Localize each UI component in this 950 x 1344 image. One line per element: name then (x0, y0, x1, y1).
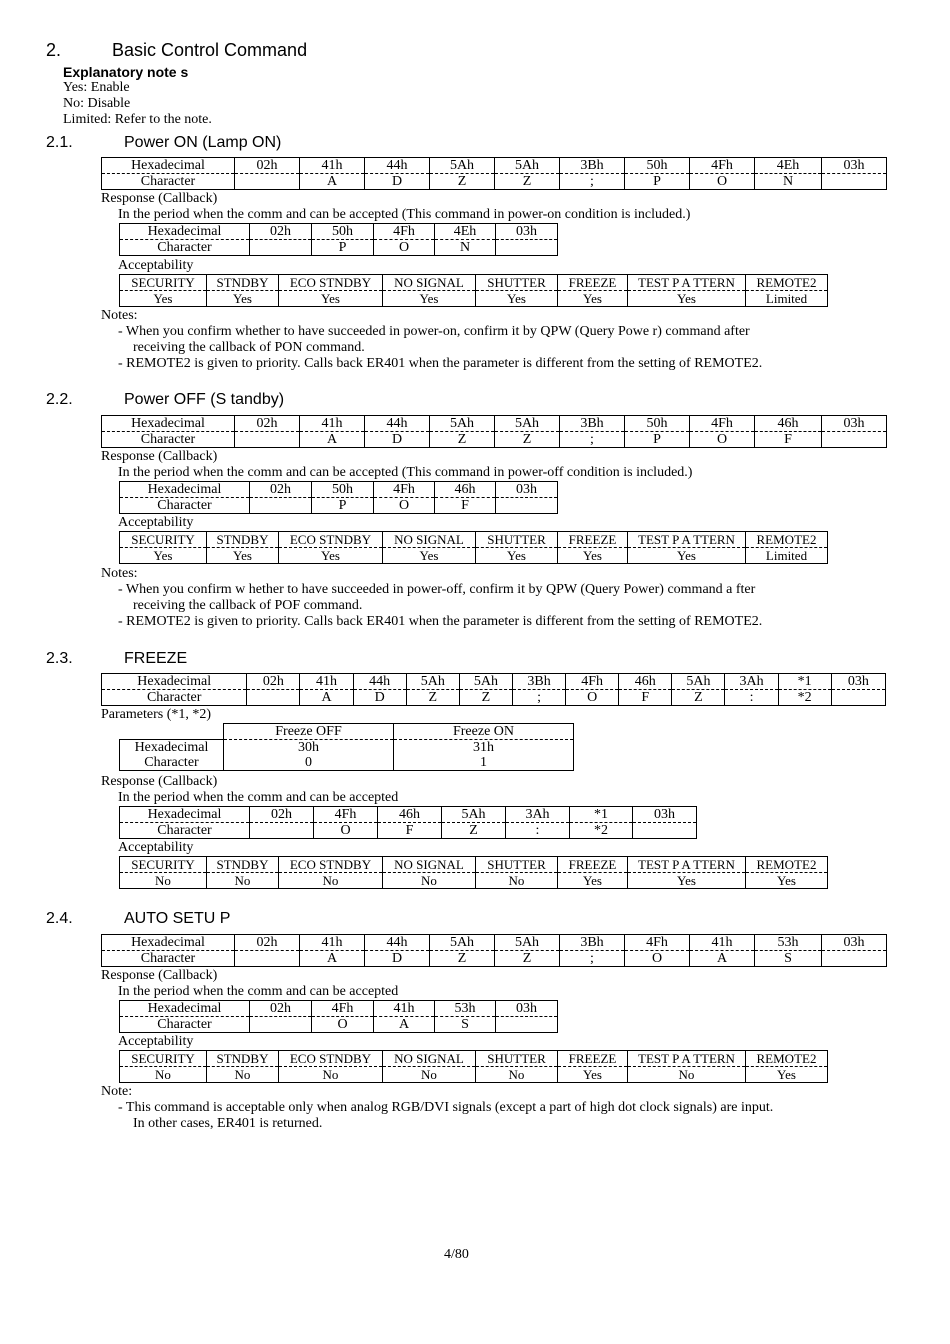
char-cell: A (300, 690, 353, 706)
char-cell: ; (512, 690, 565, 706)
acceptability-value: Yes (558, 873, 628, 889)
note-line: - When you confirm whether to have succeeded in power-on, confirm it by QPW (Query Powe r) command after (118, 324, 750, 339)
hex-cell: 5Ah (430, 158, 495, 174)
acceptability-value: Yes (558, 291, 628, 307)
char-cell (250, 1017, 312, 1033)
acceptability-header: TEST P A TTERN (628, 532, 746, 548)
hex-cell: 3Bh (560, 158, 625, 174)
char-cell: ; (560, 174, 625, 190)
acceptability-value: Yes (279, 291, 383, 307)
hex-cell: 4Fh (690, 416, 755, 432)
char-cell: A (690, 951, 755, 967)
acceptability-header: SHUTTER (476, 275, 558, 291)
hex-cell: 5Ah (430, 416, 495, 432)
hex-cell: 50h (312, 224, 374, 240)
hex-cell: 50h (625, 158, 690, 174)
hex-cell: 5Ah (459, 674, 512, 690)
hex-cell: 4Eh (435, 224, 496, 240)
char-cell: *2 (778, 690, 831, 706)
char-cell: O (374, 498, 435, 514)
note-line: In other cases, ER401 is returned. (133, 1116, 323, 1131)
subsection-number: 2.2. (46, 391, 73, 408)
acceptability-header: STNDBY (207, 532, 279, 548)
response-label: Response (Callback) (101, 191, 218, 206)
subsection-number: 2.3. (46, 650, 73, 667)
row-label: Hexadecimal (102, 935, 235, 951)
row-label: Hexadecimal (120, 740, 224, 756)
char-cell: Z (430, 951, 495, 967)
acceptability-value: No (207, 1067, 279, 1083)
note-label: Note: (101, 1084, 133, 1099)
param-hex-cell: 31h (394, 740, 574, 756)
response-label: Response (Callback) (101, 774, 218, 789)
char-cell (822, 951, 887, 967)
acceptability-header: ECO STNDBY (279, 275, 383, 291)
acceptability-value: Yes (746, 873, 828, 889)
char-cell: Z (442, 823, 506, 839)
acceptability-header: ECO STNDBY (279, 857, 383, 873)
row-label: Character (120, 240, 250, 256)
acceptability-header: FREEZE (558, 532, 628, 548)
command-table (101, 934, 887, 967)
acceptability-value: No (476, 873, 558, 889)
note-line: receiving the callback of POF command. (133, 598, 363, 613)
char-cell: S (435, 1017, 496, 1033)
char-cell (496, 498, 558, 514)
response-label: Response (Callback) (101, 449, 218, 464)
acceptability-header: FREEZE (558, 275, 628, 291)
hex-cell: 4Fh (625, 935, 690, 951)
command-table (101, 673, 886, 706)
response-table (119, 223, 558, 256)
hex-cell: 44h (365, 158, 430, 174)
hex-cell: 5Ah (495, 935, 560, 951)
char-cell: P (625, 432, 690, 448)
char-cell (633, 823, 697, 839)
char-cell: P (625, 174, 690, 190)
acceptability-value: No (383, 873, 476, 889)
hex-cell: 46h (435, 482, 496, 498)
acceptability-header: REMOTE2 (746, 532, 828, 548)
explanatory-line-yes: Yes: Enable (63, 80, 130, 95)
hex-cell: 02h (247, 674, 300, 690)
hex-cell: 4Fh (690, 158, 755, 174)
acceptability-header: ECO STNDBY (279, 1051, 383, 1067)
hex-cell: 4Fh (374, 224, 435, 240)
note-line: - When you confirm w hether to have succeeded in power-off, confirm it by QPW (Query Power) command a fter (118, 582, 756, 597)
acceptability-value: Yes (628, 873, 746, 889)
hex-cell: 41h (374, 1001, 435, 1017)
hex-cell: 03h (633, 807, 697, 823)
char-cell: S (755, 951, 822, 967)
hex-cell: 46h (378, 807, 442, 823)
subsection-title: AUTO SETU P (124, 910, 231, 927)
hex-cell: 4Fh (314, 807, 378, 823)
row-label: Character (102, 432, 235, 448)
acceptability-label: Acceptability (118, 515, 194, 530)
hex-cell: 41h (300, 935, 365, 951)
char-cell: D (365, 432, 430, 448)
param-char-cell: 0 (224, 755, 394, 771)
hex-cell: 50h (625, 416, 690, 432)
char-cell: F (378, 823, 442, 839)
acceptability-label: Acceptability (118, 840, 194, 855)
acceptability-value: No (120, 1067, 207, 1083)
char-cell: Z (459, 690, 512, 706)
hex-cell: 41h (300, 158, 365, 174)
char-cell (247, 690, 300, 706)
acceptability-header: SHUTTER (476, 857, 558, 873)
row-label: Character (102, 951, 235, 967)
acceptability-table (119, 274, 828, 307)
hex-cell: 53h (435, 1001, 496, 1017)
char-cell: Z (430, 432, 495, 448)
hex-cell: 46h (619, 674, 672, 690)
char-cell: Z (495, 432, 560, 448)
hex-cell: 02h (235, 158, 300, 174)
hex-cell: *1 (570, 807, 633, 823)
acceptability-header: REMOTE2 (746, 1051, 828, 1067)
hex-cell: 41h (300, 416, 365, 432)
char-cell: O (312, 1017, 374, 1033)
hex-cell: 5Ah (406, 674, 459, 690)
hex-cell: 03h (822, 416, 887, 432)
response-table (119, 1000, 558, 1033)
acceptability-header: STNDBY (207, 275, 279, 291)
acceptability-value: Limited (746, 548, 828, 564)
acceptability-value: No (120, 873, 207, 889)
char-cell: : (506, 823, 570, 839)
hex-cell: 02h (235, 416, 300, 432)
acceptability-value: Yes (207, 291, 279, 307)
char-cell (822, 432, 887, 448)
row-label: Character (120, 755, 224, 771)
acceptability-value: Yes (558, 548, 628, 564)
char-cell: Z (672, 690, 725, 706)
response-label: Response (Callback) (101, 968, 218, 983)
hex-cell: 4Fh (566, 674, 619, 690)
char-cell: : (725, 690, 778, 706)
explanatory-line-limited: Limited: Refer to the note. (63, 112, 212, 127)
char-cell: O (690, 174, 755, 190)
acceptability-table (119, 1050, 828, 1083)
acceptability-value: Yes (628, 291, 746, 307)
acceptability-value: No (279, 873, 383, 889)
char-cell: Z (430, 174, 495, 190)
row-label: Character (102, 174, 235, 190)
acceptability-table (119, 856, 828, 889)
period-text: In the period when the comm and can be accepted (118, 790, 399, 805)
acceptability-value: Yes (746, 1067, 828, 1083)
hex-cell: 41h (690, 935, 755, 951)
acceptability-value: Yes (558, 1067, 628, 1083)
acceptability-value: No (476, 1067, 558, 1083)
param-header: Freeze OFF (224, 724, 394, 740)
note-line: receiving the callback of PON command. (133, 340, 365, 355)
command-table (101, 157, 887, 190)
char-cell (831, 690, 885, 706)
period-text: In the period when the comm and can be accepted (This command in power-off condition is included.) (118, 465, 693, 480)
acceptability-label: Acceptability (118, 1034, 194, 1049)
char-cell: N (755, 174, 822, 190)
acceptability-header: SECURITY (120, 1051, 207, 1067)
char-cell (250, 240, 312, 256)
acceptability-header: SECURITY (120, 275, 207, 291)
acceptability-header: TEST P A TTERN (628, 1051, 746, 1067)
char-cell: F (619, 690, 672, 706)
acceptability-header: NO SIGNAL (383, 275, 476, 291)
acceptability-value: Yes (628, 548, 746, 564)
acceptability-header: SHUTTER (476, 532, 558, 548)
acceptability-header: FREEZE (558, 1051, 628, 1067)
char-cell: D (365, 951, 430, 967)
hex-cell: 3Ah (506, 807, 570, 823)
acceptability-header: ECO STNDBY (279, 532, 383, 548)
acceptability-header: NO SIGNAL (383, 1051, 476, 1067)
char-cell: D (353, 690, 406, 706)
acceptability-header: SHUTTER (476, 1051, 558, 1067)
char-cell: A (300, 174, 365, 190)
char-cell (250, 823, 314, 839)
parameters-table (119, 723, 574, 771)
hex-cell: 41h (300, 674, 353, 690)
note-line: - This command is acceptable only when analog RGB/DVI signals (except a part of high dot clock signals) are input. (118, 1100, 774, 1115)
acceptability-header: FREEZE (558, 857, 628, 873)
row-label: Hexadecimal (120, 482, 250, 498)
hex-cell: 3Ah (725, 674, 778, 690)
acceptability-value: Yes (120, 291, 207, 307)
hex-cell: 02h (250, 482, 312, 498)
hex-cell: 03h (496, 224, 558, 240)
char-cell: A (300, 951, 365, 967)
hex-cell: 03h (822, 935, 887, 951)
char-cell: A (374, 1017, 435, 1033)
acceptability-label: Acceptability (118, 258, 194, 273)
char-cell: O (566, 690, 619, 706)
explanatory-line-no: No: Disable (63, 96, 131, 111)
char-cell (235, 432, 300, 448)
acceptability-value: No (628, 1067, 746, 1083)
hex-cell: 53h (755, 935, 822, 951)
hex-cell: 4Fh (374, 482, 435, 498)
hex-cell: 5Ah (495, 416, 560, 432)
acceptability-header: TEST P A TTERN (628, 857, 746, 873)
char-cell (250, 498, 312, 514)
acceptability-header: REMOTE2 (746, 857, 828, 873)
char-cell (496, 1017, 558, 1033)
acceptability-header: REMOTE2 (746, 275, 828, 291)
note-line: - REMOTE2 is given to priority. Calls back ER401 when the parameter is different from the setting of REMOTE2. (118, 356, 763, 371)
hex-cell: 3Bh (560, 935, 625, 951)
char-cell: ; (560, 951, 625, 967)
acceptability-header: SECURITY (120, 857, 207, 873)
acceptability-header: TEST P A TTERN (628, 275, 746, 291)
acceptability-table (119, 531, 828, 564)
char-cell: O (374, 240, 435, 256)
command-table (101, 415, 887, 448)
acceptability-value: Limited (746, 291, 828, 307)
period-text: In the period when the comm and can be accepted (118, 984, 399, 999)
row-label: Hexadecimal (102, 416, 235, 432)
subsection-title: Power OFF (S tandby) (124, 391, 285, 408)
response-table (119, 481, 558, 514)
hex-cell: 5Ah (672, 674, 725, 690)
hex-cell: 4Eh (755, 158, 822, 174)
char-cell: A (300, 432, 365, 448)
char-cell: O (314, 823, 378, 839)
char-cell: D (365, 174, 430, 190)
hex-cell: 46h (755, 416, 822, 432)
char-cell: O (625, 951, 690, 967)
acceptability-value: Yes (383, 548, 476, 564)
acceptability-header: STNDBY (207, 1051, 279, 1067)
acceptability-value: No (279, 1067, 383, 1083)
hex-cell: 5Ah (495, 158, 560, 174)
acceptability-value: No (383, 1067, 476, 1083)
period-text: In the period when the comm and can be accepted (This command in power-on condition is included.) (118, 207, 691, 222)
acceptability-header: NO SIGNAL (383, 532, 476, 548)
char-cell: P (312, 498, 374, 514)
hex-cell: 44h (353, 674, 406, 690)
hex-cell: 3Bh (560, 416, 625, 432)
hex-cell: 4Fh (312, 1001, 374, 1017)
acceptability-value: Yes (476, 291, 558, 307)
char-cell (822, 174, 887, 190)
hex-cell: 3Bh (512, 674, 565, 690)
hex-cell: 5Ah (430, 935, 495, 951)
char-cell (235, 951, 300, 967)
hex-cell: 44h (365, 935, 430, 951)
acceptability-value: Yes (383, 291, 476, 307)
acceptability-header: NO SIGNAL (383, 857, 476, 873)
hex-cell: *1 (778, 674, 831, 690)
hex-cell: 03h (496, 482, 558, 498)
char-cell: Z (495, 174, 560, 190)
row-label: Hexadecimal (102, 674, 247, 690)
subsection-title: FREEZE (124, 650, 188, 667)
acceptability-value: Yes (279, 548, 383, 564)
char-cell: F (755, 432, 822, 448)
hex-cell: 03h (822, 158, 887, 174)
char-cell: F (435, 498, 496, 514)
hex-cell: 02h (250, 807, 314, 823)
char-cell: N (435, 240, 496, 256)
section-title: Basic Control Command (112, 40, 308, 60)
char-cell (496, 240, 558, 256)
explanatory-heading: Explanatory note s (63, 64, 189, 80)
hex-cell: 02h (235, 935, 300, 951)
hex-cell: 02h (250, 1001, 312, 1017)
char-cell: ; (560, 432, 625, 448)
row-label: Hexadecimal (120, 1001, 250, 1017)
row-label: Character (102, 690, 247, 706)
row-label: Hexadecimal (102, 158, 235, 174)
row-label: Hexadecimal (120, 224, 250, 240)
page-number: 4/80 (444, 1247, 469, 1262)
subsection-number: 2.4. (46, 910, 73, 927)
notes-label: Notes: (101, 308, 138, 323)
char-cell: *2 (570, 823, 633, 839)
row-label: Character (120, 823, 250, 839)
note-line: - REMOTE2 is given to priority. Calls back ER401 when the parameter is different from the setting of REMOTE2. (118, 614, 763, 629)
param-header: Freeze ON (394, 724, 574, 740)
acceptability-value: Yes (120, 548, 207, 564)
char-cell: O (690, 432, 755, 448)
row-label: Hexadecimal (120, 807, 250, 823)
hex-cell: 03h (496, 1001, 558, 1017)
row-label: Character (120, 498, 250, 514)
acceptability-value: No (207, 873, 279, 889)
char-cell: Z (406, 690, 459, 706)
acceptability-value: Yes (476, 548, 558, 564)
row-label: Character (120, 1017, 250, 1033)
hex-cell: 5Ah (442, 807, 506, 823)
acceptability-header: STNDBY (207, 857, 279, 873)
hex-cell: 50h (312, 482, 374, 498)
parameters-label: Parameters (*1, *2) (101, 707, 212, 722)
char-cell: Z (495, 951, 560, 967)
param-hex-cell: 30h (224, 740, 394, 756)
char-cell: P (312, 240, 374, 256)
subsection-title: Power ON (Lamp ON) (124, 134, 282, 151)
subsection-number: 2.1. (46, 134, 73, 151)
hex-cell: 03h (831, 674, 885, 690)
char-cell (235, 174, 300, 190)
section-number: 2. (46, 40, 62, 60)
param-char-cell: 1 (394, 755, 574, 771)
hex-cell: 02h (250, 224, 312, 240)
notes-label: Notes: (101, 566, 138, 581)
response-table (119, 806, 697, 839)
acceptability-header: SECURITY (120, 532, 207, 548)
hex-cell: 44h (365, 416, 430, 432)
acceptability-value: Yes (207, 548, 279, 564)
